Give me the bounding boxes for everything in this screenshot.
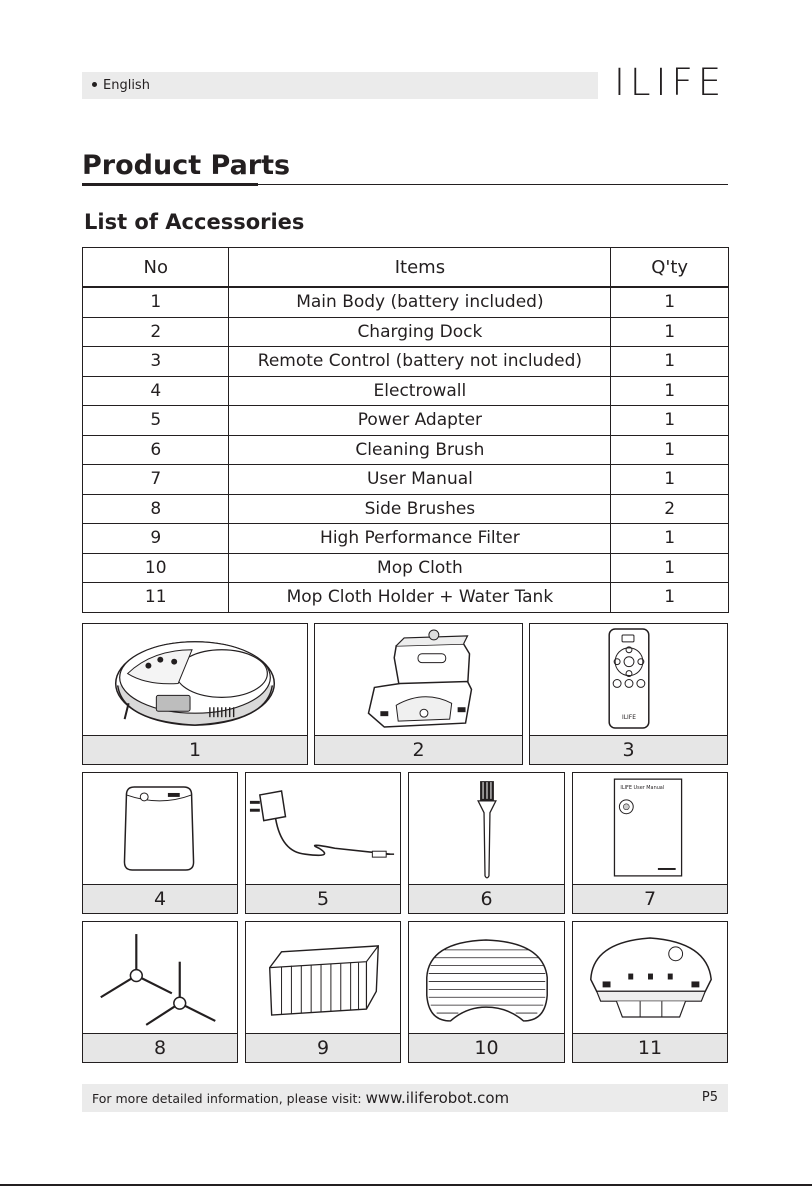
figure-label: 6 <box>409 884 564 913</box>
cell-no: 6 <box>83 435 229 465</box>
figure-label: 10 <box>409 1033 564 1062</box>
cell-qty: 1 <box>611 287 729 317</box>
cell-qty: 1 <box>611 524 729 554</box>
cell-item: Side Brushes <box>229 494 611 524</box>
charging-dock-icon <box>315 624 522 736</box>
figure-label: 11 <box>573 1033 727 1062</box>
filter-icon <box>246 922 400 1034</box>
remote-brand-text: ILIFE <box>622 714 636 722</box>
cell-qty: 1 <box>611 406 729 436</box>
cell-no: 1 <box>83 287 229 317</box>
remote-control-icon <box>530 624 727 736</box>
table-row <box>83 465 729 495</box>
cell-no: 7 <box>83 465 229 495</box>
mop-holder-water-tank-icon <box>573 922 727 1034</box>
cell-item: Mop Cloth <box>229 553 611 583</box>
table-row <box>83 406 729 436</box>
figure-7 <box>572 772 728 914</box>
cell-qty: 1 <box>611 317 729 347</box>
accessories-table <box>82 247 729 613</box>
language-bar <box>82 72 598 99</box>
language-label: English <box>103 78 150 93</box>
figure-label: 9 <box>246 1033 400 1062</box>
figure-10 <box>408 921 565 1063</box>
table-row <box>83 376 729 406</box>
cell-no: 8 <box>83 494 229 524</box>
cell-no: 4 <box>83 376 229 406</box>
cell-no: 10 <box>83 553 229 583</box>
cell-item: Electrowall <box>229 376 611 406</box>
table-row <box>83 317 729 347</box>
robot-vacuum-icon <box>83 624 307 736</box>
figure-label: 4 <box>83 884 237 913</box>
cell-item: Charging Dock <box>229 317 611 347</box>
cell-qty: 1 <box>611 376 729 406</box>
figure-4 <box>82 772 238 914</box>
title-underline <box>82 183 258 186</box>
figure-6 <box>408 772 565 914</box>
cell-no: 11 <box>83 583 229 613</box>
brand-logo: ILIFE <box>614 61 727 104</box>
header-qty: Q'ty <box>611 248 729 288</box>
cell-item: Remote Control (battery not included) <box>229 347 611 377</box>
table-row <box>83 287 729 317</box>
figure-8 <box>82 921 238 1063</box>
figure-1 <box>82 623 308 765</box>
table-row <box>83 347 729 377</box>
cell-qty: 1 <box>611 465 729 495</box>
cell-qty: 1 <box>611 347 729 377</box>
figure-label: 3 <box>530 735 727 764</box>
cell-no: 2 <box>83 317 229 347</box>
cell-no: 3 <box>83 347 229 377</box>
figure-11 <box>572 921 728 1063</box>
cell-item: Mop Cloth Holder + Water Tank <box>229 583 611 613</box>
figure-label: 5 <box>246 884 400 913</box>
electrowall-icon <box>83 773 237 885</box>
cell-qty: 1 <box>611 553 729 583</box>
figure-label: 1 <box>83 735 307 764</box>
table-header-row <box>83 248 729 288</box>
bullet-icon <box>92 82 97 87</box>
footer-bar <box>82 1084 728 1112</box>
header-items: Items <box>229 248 611 288</box>
manual-title-text: ILIFE User Manual <box>620 785 665 792</box>
figure-2 <box>314 623 523 765</box>
mop-cloth-icon <box>409 922 564 1034</box>
cell-item: Cleaning Brush <box>229 435 611 465</box>
cell-item: User Manual <box>229 465 611 495</box>
subsection-title: List of Accessories <box>84 210 305 234</box>
header-no: No <box>83 248 229 288</box>
cell-no: 5 <box>83 406 229 436</box>
cell-item: Power Adapter <box>229 406 611 436</box>
cell-qty: 1 <box>611 435 729 465</box>
figure-5 <box>245 772 401 914</box>
section-title: Product Parts <box>82 150 291 181</box>
cell-item: Main Body (battery included) <box>229 287 611 317</box>
table-row <box>83 435 729 465</box>
table-row <box>83 524 729 554</box>
website-link[interactable]: www.iliferobot.com <box>365 1089 510 1107</box>
table-row <box>83 494 729 524</box>
table-row <box>83 553 729 583</box>
cell-qty: 1 <box>611 583 729 613</box>
power-adapter-icon <box>246 773 400 885</box>
side-brushes-icon <box>83 922 237 1034</box>
figure-label: 2 <box>315 735 522 764</box>
figure-label: 7 <box>573 884 727 913</box>
figure-9 <box>245 921 401 1063</box>
figure-label: 8 <box>83 1033 237 1062</box>
cell-no: 9 <box>83 524 229 554</box>
table-row <box>83 583 729 613</box>
cell-qty: 2 <box>611 494 729 524</box>
user-manual-icon <box>573 773 727 885</box>
cell-item: High Performance Filter <box>229 524 611 554</box>
footer-text: For more detailed information, please visit: <box>92 1091 366 1106</box>
figure-3 <box>529 623 728 765</box>
page-number: P5 <box>701 1090 718 1105</box>
cleaning-brush-icon <box>409 773 564 885</box>
footer-text-wrap <box>92 1084 509 1113</box>
